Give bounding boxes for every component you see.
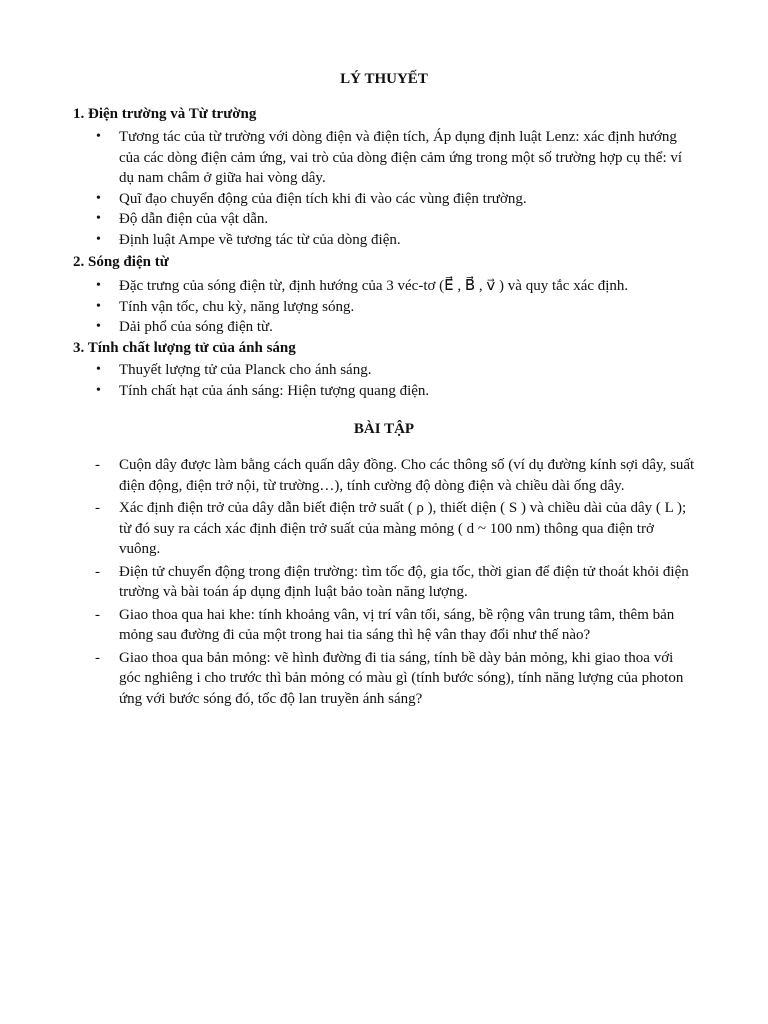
list-item: • Tính vận tốc, chu kỳ, năng lượng sóng. <box>0 297 768 318</box>
list-item: • Dải phổ của sóng điện từ. <box>0 317 768 338</box>
section-2-list <box>0 276 768 338</box>
list-item: • Tương tác của từ trường với dòng điện và điện tích, Áp dụng định luật Lenz: xác định hướng của các dòng điện cảm ứng, vai trò của dòng điện cảm ứng trong một số trường hợp cụ thể: ví dụ nam châm ở giữa hai vòng dây. <box>0 127 768 189</box>
section-heading-3: 3. Tính chất lượng tử của ánh sáng <box>73 340 296 356</box>
list-item: • Độ dẫn điện của vật dẫn. <box>0 209 768 230</box>
exercises-title: BÀI TẬP <box>353 421 415 437</box>
list-item: • Quĩ đạo chuyển động của điện tích khi đi vào các vùng điện trường. <box>0 189 768 210</box>
theory-title: LÝ THUYẾT <box>340 71 428 87</box>
list-item: • Đặc trưng của sóng điện từ, định hướng của 3 véc-tơ (E⃗ , B⃗ , v⃗ ) và quy tắc xác định. <box>0 276 768 297</box>
section-3-list <box>0 360 768 401</box>
exercise-item: - Giao thoa qua bản mỏng: vẽ hình đường đi tia sáng, tính bề dày bản mỏng, khi giao thoa với góc nghiêng i cho trước thì bản mỏng có màu gì (tính bước sóng), tính năng lượng của photon ứng với bước sóng đó, tốc độ lan truyền ánh sáng? <box>0 648 768 710</box>
list-item: • Định luật Ampe về tương tác từ của dòng điện. <box>0 230 768 251</box>
section-heading-1: 1. Điện trường và Từ trường <box>73 106 257 122</box>
section-1-list <box>0 127 768 250</box>
list-item: • Tính chất hạt của ánh sáng: Hiện tượng quang điện. <box>0 381 768 402</box>
exercise-item: - Cuộn dây được làm bằng cách quấn dây đồng. Cho các thông số (ví dụ đường kính sợi dây, suất điện động, điện trở nội, từ trường…), tính cường độ dòng điện và chiều dài ống dây. <box>0 455 768 496</box>
exercise-item: - Điện tử chuyển động trong điện trường: tìm tốc độ, gia tốc, thời gian để điện tử thoát khỏi điện trường và bài toán áp dụng định luật bảo toàn năng lượng. <box>0 562 768 603</box>
section-heading-2: 2. Sóng điện từ <box>73 254 169 270</box>
list-item: • Thuyết lượng tử của Planck cho ánh sáng. <box>0 360 768 381</box>
exercises-list <box>0 455 768 711</box>
exercise-item: - Giao thoa qua hai khe: tính khoảng vân, vị trí vân tối, sáng, bề rộng vân trung tâm, thêm bản mỏng sau đường đi của một trong hai tia sáng thì hệ vân thay đổi như thế nào? <box>0 605 768 646</box>
exercise-item: - Xác định điện trở của dây dẫn biết điện trở suất ( ρ ), thiết diện ( S ) và chiều dài của dây ( L ); từ đó suy ra cách xác định điện trở suất của màng mỏng ( d ~ 100 nm) thông qua điện trở vuông. <box>0 498 768 560</box>
